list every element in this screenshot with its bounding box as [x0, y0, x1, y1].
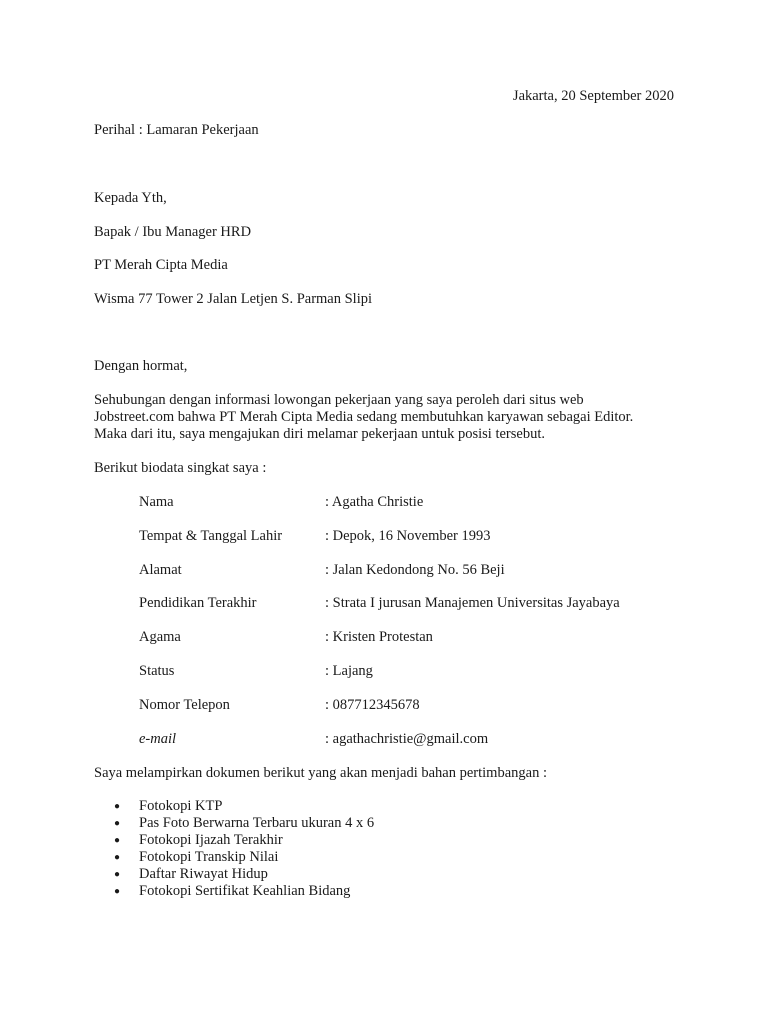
- body-paragraph: [94, 392, 694, 443]
- bio-label: Status: [139, 663, 175, 679]
- bio-label: e-mail: [139, 731, 177, 747]
- bullet-icon: ●: [113, 869, 121, 880]
- bio-value: : agathachristie@gmail.com: [325, 731, 489, 747]
- bio-value: : Lajang: [325, 663, 373, 679]
- list-item-text: Fotokopi KTP: [139, 798, 223, 814]
- bio-value: : Jalan Kedondong No. 56 Beji: [325, 562, 505, 578]
- bio-value: : Agatha Christie: [325, 494, 424, 510]
- bio-label: Alamat: [139, 562, 182, 578]
- bio-value: : 087712345678: [325, 697, 420, 713]
- place-date: Jakarta, 20 September 2020: [512, 88, 674, 104]
- recipient-salutation: Kepada Yth,: [94, 190, 167, 206]
- bullet-icon: ●: [113, 886, 121, 897]
- list-item-text: Fotokopi Transkip Nilai: [139, 849, 279, 865]
- subject-line: Perihal : Lamaran Pekerjaan: [94, 122, 259, 138]
- list-item-text: Pas Foto Berwarna Terbaru ukuran 4 x 6: [139, 815, 375, 831]
- recipient-company: PT Merah Cipta Media: [94, 257, 228, 273]
- bio-value: : Strata I jurusan Manajemen Universitas Jayabaya: [325, 595, 620, 611]
- bullet-icon: ●: [113, 835, 121, 846]
- bullet-icon: ●: [113, 801, 121, 812]
- bio-label: Nama: [139, 494, 174, 510]
- bio-value: : Depok, 16 November 1993: [325, 528, 491, 544]
- paragraph-line: Jobstreet.com bahwa PT Merah Cipta Media sedang membutuhkan karyawan sebagai Editor.: [94, 409, 634, 425]
- list-item-text: Fotokopi Ijazah Terakhir: [139, 832, 283, 848]
- bio-value: : Kristen Protestan: [325, 629, 433, 645]
- paragraph-line: Maka dari itu, saya mengajukan diri melamar pekerjaan untuk posisi tersebut.: [94, 426, 545, 442]
- greeting: Dengan hormat,: [94, 358, 188, 374]
- bio-intro: Berikut biodata singkat saya :: [94, 460, 267, 476]
- bio-label: Nomor Telepon: [139, 697, 230, 713]
- bio-label: Pendidikan Terakhir: [139, 595, 257, 611]
- recipient-title: Bapak / Ibu Manager HRD: [94, 224, 252, 240]
- list-item-text: Daftar Riwayat Hidup: [139, 866, 268, 882]
- bio-label: Tempat & Tanggal Lahir: [139, 528, 283, 544]
- list-item-text: Fotokopi Sertifikat Keahlian Bidang: [139, 883, 351, 899]
- bullet-icon: ●: [113, 852, 121, 863]
- recipient-address: Wisma 77 Tower 2 Jalan Letjen S. Parman Slipi: [94, 291, 373, 307]
- bio-label: Agama: [139, 629, 181, 645]
- bullet-icon: ●: [113, 818, 121, 829]
- paragraph-line: Sehubungan dengan informasi lowongan pekerjaan yang saya peroleh dari situs web: [94, 392, 584, 408]
- attachments-intro: Saya melampirkan dokumen berikut yang akan menjadi bahan pertimbangan :: [94, 765, 547, 781]
